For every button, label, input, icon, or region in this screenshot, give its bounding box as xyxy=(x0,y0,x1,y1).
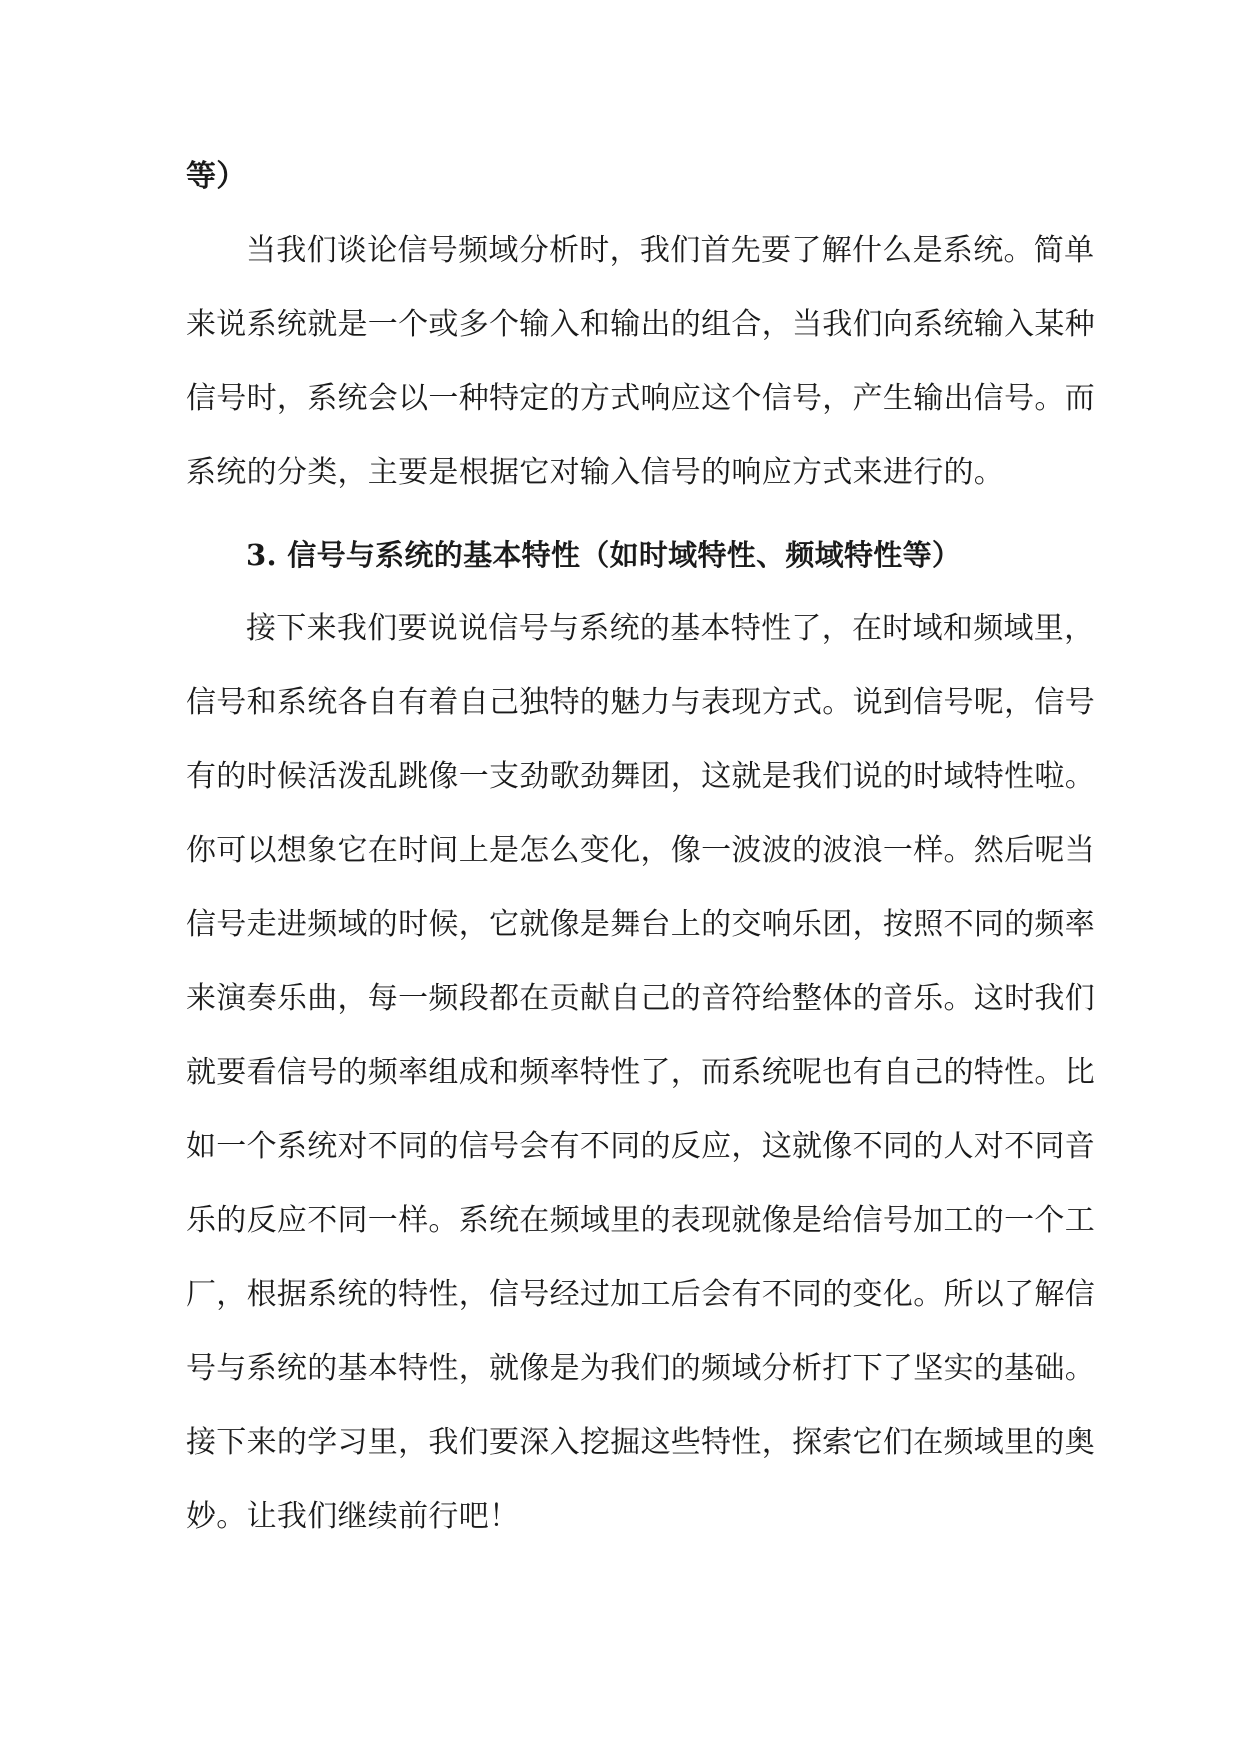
paragraph-line: 系统的分类，主要是根据它对输入信号的响应方式来进行的。 xyxy=(186,455,1005,490)
paragraph-line: 厂，根据系统的特性，信号经过加工后会有不同的变化。所以了解信 xyxy=(186,1277,1095,1312)
paragraph-line: 如一个系统对不同的信号会有不同的反应，这就像不同的人对不同音 xyxy=(186,1129,1095,1164)
paragraph-line: 当我们谈论信号频域分析时，我们首先要了解什么是系统。简单 xyxy=(246,233,1095,268)
paragraph-line: 来演奏乐曲，每一频段都在贡献自己的音符给整体的音乐。这时我们 xyxy=(186,981,1095,1016)
section-3-heading: 3. 信号与系统的基本特性（如时域特性、频域特性等） xyxy=(246,538,962,572)
paragraph-line: 来说系统就是一个或多个输入和输出的组合，当我们向系统输入某种 xyxy=(186,307,1095,342)
paragraph-line: 信号时，系统会以一种特定的方式响应这个信号，产生输出信号。而 xyxy=(186,381,1095,416)
paragraph-line: 信号走进频域的时候，它就像是舞台上的交响乐团，按照不同的频率 xyxy=(186,907,1095,942)
paragraph-line: 接下来的学习里，我们要深入挖掘这些特性，探索它们在频域里的奥 xyxy=(186,1425,1095,1460)
paragraph-system-intro xyxy=(186,214,1095,510)
document-body xyxy=(186,140,1095,1554)
paragraph-line: 有的时候活泼乱跳像一支劲歌劲舞团，这就是我们说的时域特性啦。 xyxy=(186,759,1095,794)
paragraph-line: 就要看信号的频率组成和频率特性了，而系统呢也有自己的特性。比 xyxy=(186,1055,1095,1090)
paragraph-line: 号与系统的基本特性，就像是为我们的频域分析打下了坚实的基础。 xyxy=(186,1351,1095,1386)
paragraph-line: 信号和系统各自有着自己独特的魅力与表现方式。说到信号呢，信号 xyxy=(186,685,1095,720)
heading-continuation: 等） xyxy=(186,159,247,194)
paragraph-line: 乐的反应不同一样。系统在频域里的表现就像是给信号加工的一个工 xyxy=(186,1203,1095,1238)
paragraph-line: 接下来我们要说说信号与系统的基本特性了，在时域和频域里， xyxy=(246,611,1095,646)
paragraph-line: 你可以想象它在时间上是怎么变化，像一波波的波浪一样。然后呢当 xyxy=(186,833,1095,868)
paragraph-basic-properties xyxy=(186,592,1095,1554)
section-gap xyxy=(186,510,1056,518)
paragraph-line: 妙。让我们继续前行吧！ xyxy=(186,1499,520,1534)
